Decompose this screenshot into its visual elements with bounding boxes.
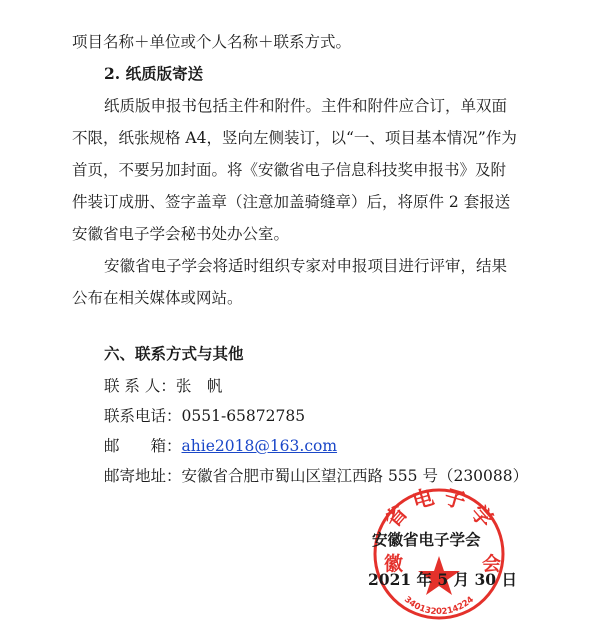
para2-line1: 安徽省电子学会将适时组织专家对申报项目进行评审，结果 (104, 257, 508, 275)
contact-email-link[interactable]: ahie2018@163.com (181, 437, 338, 455)
intro-line: 项目名称＋单位或个人名称＋联系方式。 (72, 33, 352, 51)
contact-person-label: 联 系 人： (104, 377, 176, 395)
contact-email-label: 邮 箱： (104, 437, 182, 455)
contact-email-row (104, 436, 337, 456)
seal-arc-text: 省 电 子 学 (379, 483, 499, 533)
para1-line1: 纸质版申报书包括主件和附件。主件和附件应合订，单双面 (104, 97, 508, 115)
contact-address-value: 安徽省合肥市蜀山区望江西路 555 号（230088） (181, 467, 529, 485)
section-2-heading: 2. 纸质版寄送 (104, 64, 204, 83)
para2-line2: 公布在相关媒体或网站。 (72, 289, 243, 307)
contact-phone-row (104, 406, 305, 426)
para1-line2: 不限，纸张规格 A4，竖向左侧装订，以“一、项目基本情况”作为 (72, 129, 517, 147)
para1-line4: 件装订成册、签字盖章（注意加盖骑缝章）后，将原件 2 套报送 (72, 193, 511, 211)
section-6-heading: 六、联系方式与其他 (104, 344, 244, 363)
svg-text:省 电 子 学 (379, 484, 498, 532)
contact-phone-value: 0551-65872785 (181, 407, 306, 425)
seal-side-left: 徽 (384, 553, 404, 575)
contact-person-row (104, 376, 222, 396)
seal-code: 3401320214224 (402, 594, 476, 618)
contact-phone-label: 联系电话： (104, 407, 182, 425)
contact-person-value: 张 帆 (175, 377, 223, 395)
para1-line3: 首页，不要另加封面。将《安徽省电子信息科技奖申报书》及附 (72, 161, 507, 179)
signature-date: 2021 年 5 月 30 日 (368, 570, 517, 589)
para1-line5: 安徽省电子学会秘书处办公室。 (72, 225, 290, 243)
signature-org: 安徽省电子学会 (372, 530, 481, 549)
contact-address-label: 邮寄地址： (104, 467, 182, 485)
seal-side-right: 会 (482, 553, 502, 575)
